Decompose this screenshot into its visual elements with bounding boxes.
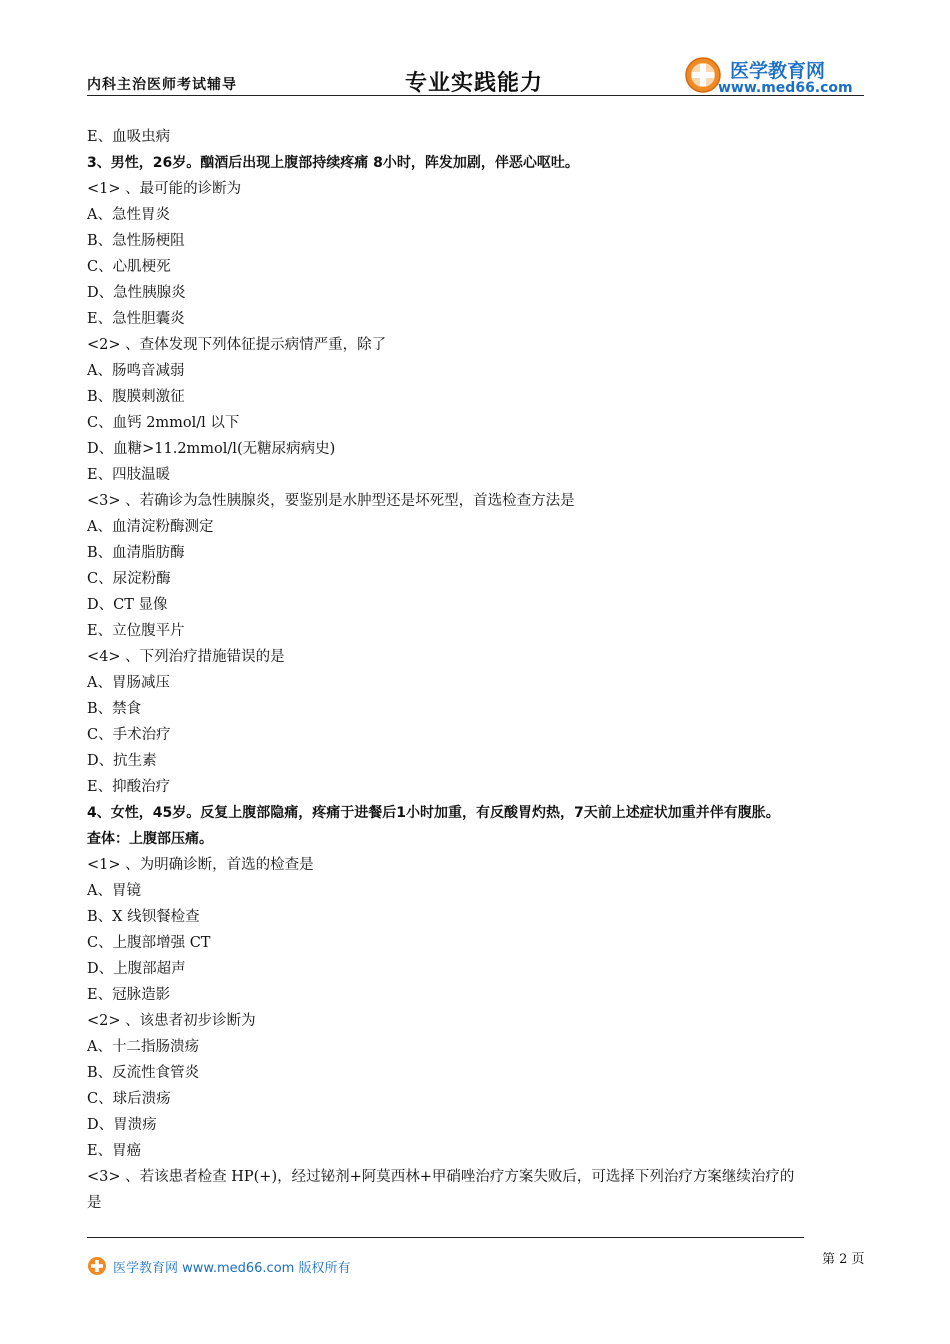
text-line: 是: [87, 1195, 102, 1211]
logo-brand-name: 医学教育网: [730, 60, 826, 82]
text-line: D、血糖>11.2mmol/l(无糖尿病病史): [87, 441, 336, 457]
text-line: E、冠脉造影: [87, 987, 171, 1003]
text-line: D、上腹部超声: [87, 961, 186, 977]
header-subject-title: 专业实践能力: [405, 71, 544, 96]
question-stem: 查体：上腹部压痛。: [87, 831, 213, 847]
text-line: A、急性胃炎: [87, 207, 170, 223]
text-line: B、腹膜刺激征: [87, 389, 185, 405]
text-line: C、球后溃疡: [87, 1091, 171, 1107]
footer-divider: [87, 1237, 804, 1238]
logo-url[interactable]: www.med66.com: [718, 80, 853, 96]
text-line: C、心肌梗死: [87, 259, 171, 275]
text-line: <1> 、最可能的诊断为: [87, 181, 242, 197]
text-line: E、急性胆囊炎: [87, 311, 185, 327]
text-line: <4> 、下列治疗措施错误的是: [87, 649, 285, 665]
text-line: C、血钙 2mmol/l 以下: [87, 415, 240, 431]
header-divider: [87, 95, 864, 96]
text-line: <1> 、为明确诊断，首选的检查是: [87, 857, 314, 873]
text-line: B、X 线钡餐检查: [87, 909, 200, 925]
footer-copyright: 医学教育网 www.med66.com 版权所有: [113, 1261, 351, 1276]
text-line: D、胃溃疡: [87, 1117, 157, 1133]
text-line: B、血清脂肪酶: [87, 545, 185, 561]
text-line: A、胃镜: [87, 883, 141, 899]
header-course-title: 内科主治医师考试辅导: [87, 77, 237, 93]
text-line: B、禁食: [87, 701, 142, 717]
text-line: A、胃肠减压: [87, 675, 170, 691]
medical-cross-logo-icon: [684, 56, 722, 94]
text-line: E、四肢温暖: [87, 467, 171, 483]
text-line: A、十二指肠溃疡: [87, 1039, 199, 1055]
page-number: 第 2 页: [822, 1252, 865, 1267]
text-line: A、肠鸣音减弱: [87, 363, 185, 379]
text-line: B、反流性食管炎: [87, 1065, 200, 1081]
text-line: <2> 、该患者初步诊断为: [87, 1013, 256, 1029]
question-stem: 4、女性，45岁。反复上腹部隐痛，疼痛于进餐后1小时加重，有反酸胃灼热，7天前上述症状加重并伴有腹胀。: [87, 805, 780, 821]
text-line: C、尿淀粉酶: [87, 571, 171, 587]
text-line: A、血清淀粉酶测定: [87, 519, 214, 535]
text-line: E、血吸虫病: [87, 129, 171, 145]
text-line: <3> 、若该患者检查 HP(+)，经过铋剂+阿莫西林+甲硝唑治疗方案失败后，可选择下列治疗方案继续治疗的: [87, 1169, 795, 1185]
text-line: E、胃癌: [87, 1143, 142, 1159]
site-logo[interactable]: [684, 52, 864, 96]
document-body: [87, 124, 867, 1216]
medical-cross-logo-icon: [87, 1256, 107, 1276]
text-line: D、抗生素: [87, 753, 157, 769]
question-stem: 3、男性，26岁。酗酒后出现上腹部持续疼痛 8小时，阵发加剧，伴恶心呕吐。: [87, 155, 579, 171]
text-line: B、急性肠梗阻: [87, 233, 185, 249]
text-line: E、抑酸治疗: [87, 779, 171, 795]
text-line: E、立位腹平片: [87, 623, 185, 639]
text-line: C、上腹部增强 CT: [87, 935, 211, 951]
text-line: D、急性胰腺炎: [87, 285, 186, 301]
text-line: C、手术治疗: [87, 727, 171, 743]
text-line: <2> 、查体发现下列体征提示病情严重，除了: [87, 337, 387, 353]
page-header: [87, 52, 864, 96]
text-line: <3> 、若确诊为急性胰腺炎，要鉴别是水肿型还是坏死型，首选检查方法是: [87, 493, 575, 509]
text-line: D、CT 显像: [87, 597, 168, 613]
